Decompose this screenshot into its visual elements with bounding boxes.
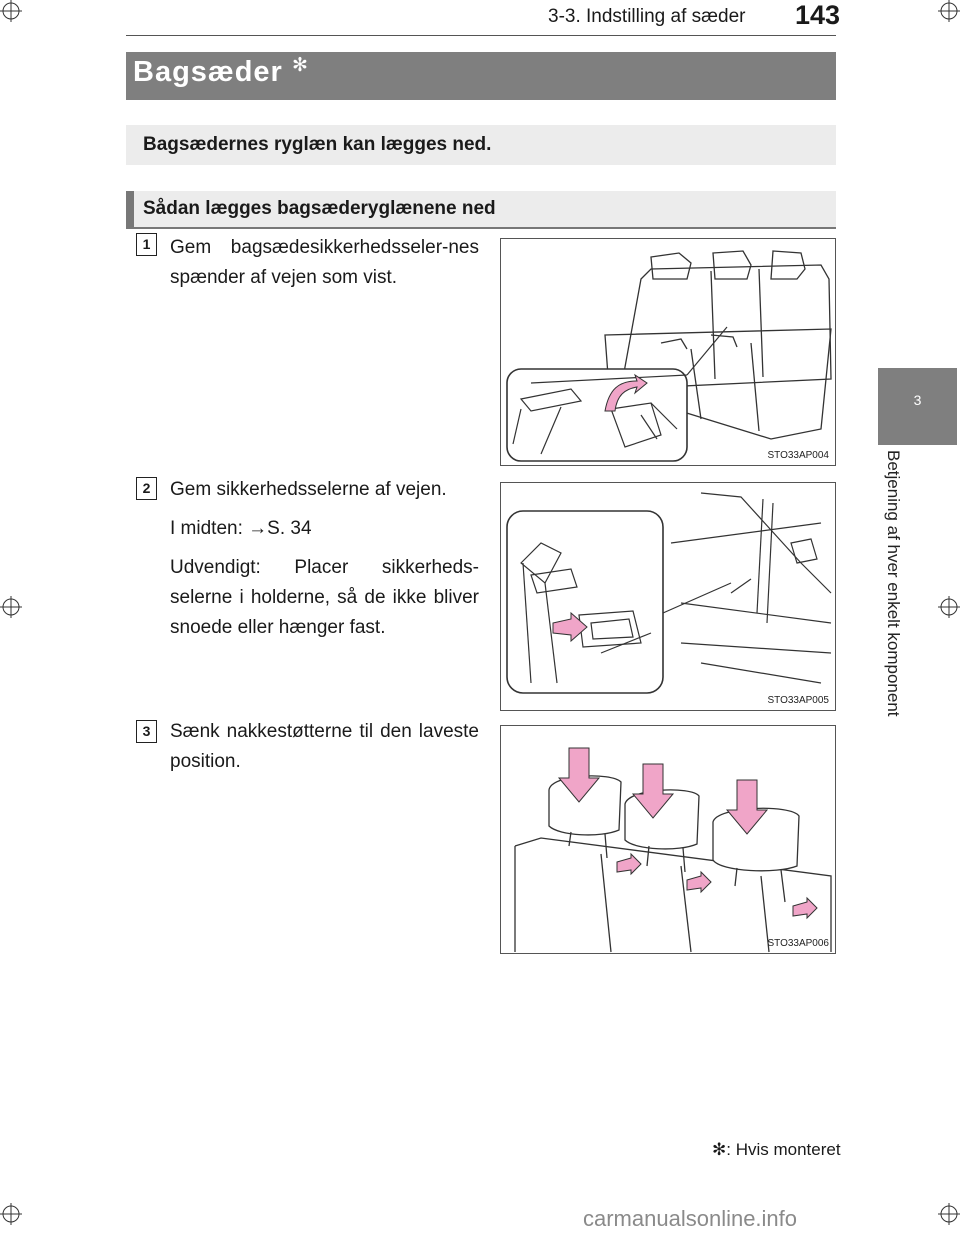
subheading-rule xyxy=(126,227,836,229)
headrest-illustration xyxy=(501,726,835,953)
header-divider xyxy=(126,35,836,36)
step-number: 2 xyxy=(136,477,157,500)
step-paragraph: I midten: →S. 34 xyxy=(170,518,312,539)
registration-mark-icon xyxy=(938,1203,960,1225)
registration-mark-icon xyxy=(0,1203,22,1225)
step-paragraph: Udvendigt: Placer sikkerheds-selerne i holderne, så de ikke bliver snoede eller hænger fast. xyxy=(170,557,479,638)
seatbelt-holder-illustration xyxy=(501,483,835,710)
header-section-title: 3-3. Indstilling af sæder xyxy=(548,6,746,27)
step-paragraph: Sænk nakkestøtterne til den laveste position. xyxy=(170,721,479,772)
step-number: 1 xyxy=(136,233,157,256)
figure-code: STO33AP005 xyxy=(767,695,829,706)
chapter-side-label xyxy=(877,450,913,760)
figure-seatbelt-holders xyxy=(500,482,836,711)
optional-star-icon: ✻ xyxy=(292,55,308,76)
figure-code: STO33AP004 xyxy=(767,450,829,461)
chapter-tab-number: 3 xyxy=(913,392,922,408)
intro-text: Bagsædernes ryglæn kan lægges ned. xyxy=(143,134,492,155)
figure-code: STO33AP006 xyxy=(767,938,829,949)
page-number: 143 xyxy=(795,0,841,30)
watermark: carmanualsonline.info xyxy=(583,1206,798,1231)
registration-mark-icon xyxy=(938,0,960,22)
step-text xyxy=(170,233,479,302)
subheading-text: Sådan lægges bagsæderyglænene ned xyxy=(143,198,496,219)
figure-headrests-lowered xyxy=(500,725,836,954)
footnote: ✻: Hvis monteret xyxy=(712,1140,841,1159)
chapter-side-label-text: Betjening af hver enkelt komponent xyxy=(884,450,903,717)
registration-mark-icon xyxy=(938,596,960,618)
step-number: 3 xyxy=(136,720,157,743)
step-text xyxy=(170,475,479,652)
registration-mark-icon xyxy=(0,596,22,618)
registration-mark-icon xyxy=(0,0,22,22)
step-text xyxy=(170,717,479,786)
step-paragraph: Gem sikkerhedsselerne af vejen. xyxy=(170,479,447,500)
figure-rear-seat-buckles xyxy=(500,238,836,466)
step-paragraph: Gem bagsædesikkerhedsseler-nes spænder af vejen som vist. xyxy=(170,237,479,288)
page-title: Bagsæder xyxy=(133,56,283,88)
seat-buckle-illustration xyxy=(501,239,835,465)
